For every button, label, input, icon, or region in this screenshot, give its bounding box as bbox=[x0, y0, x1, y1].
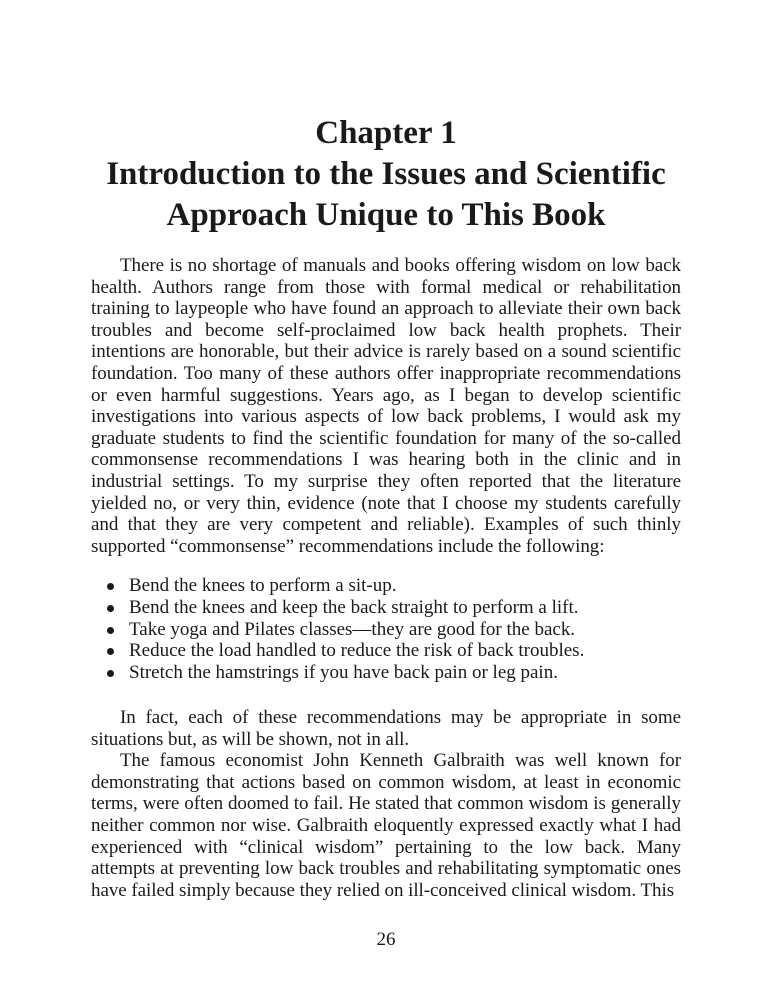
page-number: 26 bbox=[376, 929, 396, 950]
list-item-text: Bend the knees and keep the back straight to perform a lift. bbox=[129, 596, 579, 618]
paragraph-3: The famous economist John Kenneth Galbraith was well known for demonstrating that actions based on common wisdom, at least in economic terms, were often doomed to fail. He stated that common wisdom is generally neither common nor wise. Galbraith eloquently expressed exactly what I had experienced with “clinical wisdom” pertaining to the low back. Many attempts at preventing low back troubles and rehabilitating symptomatic ones have failed simply because they relied on ill-conceived clinical wisdom. This bbox=[91, 750, 681, 901]
chapter-number: Chapter 1 bbox=[315, 115, 457, 151]
recommendations-list bbox=[107, 575, 687, 684]
bullet-icon bbox=[107, 627, 114, 634]
list-item bbox=[107, 597, 687, 619]
list-item-text: Stretch the hamstrings if you have back pain or leg pain. bbox=[129, 662, 558, 684]
bullet-icon bbox=[107, 648, 114, 655]
list-item bbox=[107, 662, 687, 684]
bullet-icon bbox=[107, 670, 114, 677]
list-item bbox=[107, 619, 687, 641]
list-item bbox=[107, 575, 687, 597]
chapter-heading bbox=[60, 113, 712, 236]
paragraph-2: In fact, each of these recommendations may be appropriate in some situations but, as will be shown, not in all. bbox=[91, 707, 681, 750]
list-item-text: Take yoga and Pilates classes—they are good for the back. bbox=[129, 618, 576, 640]
intro-paragraph-block bbox=[91, 255, 681, 557]
chapter-title-line-2: Approach Unique to This Book bbox=[166, 197, 606, 233]
list-item bbox=[107, 640, 687, 662]
paragraph-1: There is no shortage of manuals and books offering wisdom on low back health. Authors range from those with formal medical or rehabilitation training to laypeople who have found an approach to alleviate their own back troubles and become self-proclaimed low back health prophets. Their intentions are honorable, but their advice is rarely based on a sound scientific foundation. Too many of these authors offer inappropriate recommendations or even harmful suggestions. Years ago, as I began to develop scientific investigations into various aspects of low back problems, I would ask my graduate students to find the scientific foundation for many of the so-called commonsense recommendations I was hearing both in the clinic and in industrial settings. To my surprise they often reported that the literature yielded no, or very thin, evidence (note that I choose my students carefully and that they are very competent and reliable). Examples of such thinly supported “commonsense” recommendations include the following: bbox=[91, 255, 681, 557]
list-item-text: Reduce the load handled to reduce the risk of back troubles. bbox=[129, 640, 585, 662]
bullet-icon bbox=[107, 583, 114, 590]
closing-paragraph-block bbox=[91, 707, 681, 901]
list-item-text: Bend the knees to perform a sit-up. bbox=[129, 575, 397, 596]
chapter-title-line-1: Introduction to the Issues and Scientific bbox=[106, 156, 666, 192]
bullet-icon bbox=[107, 605, 114, 612]
